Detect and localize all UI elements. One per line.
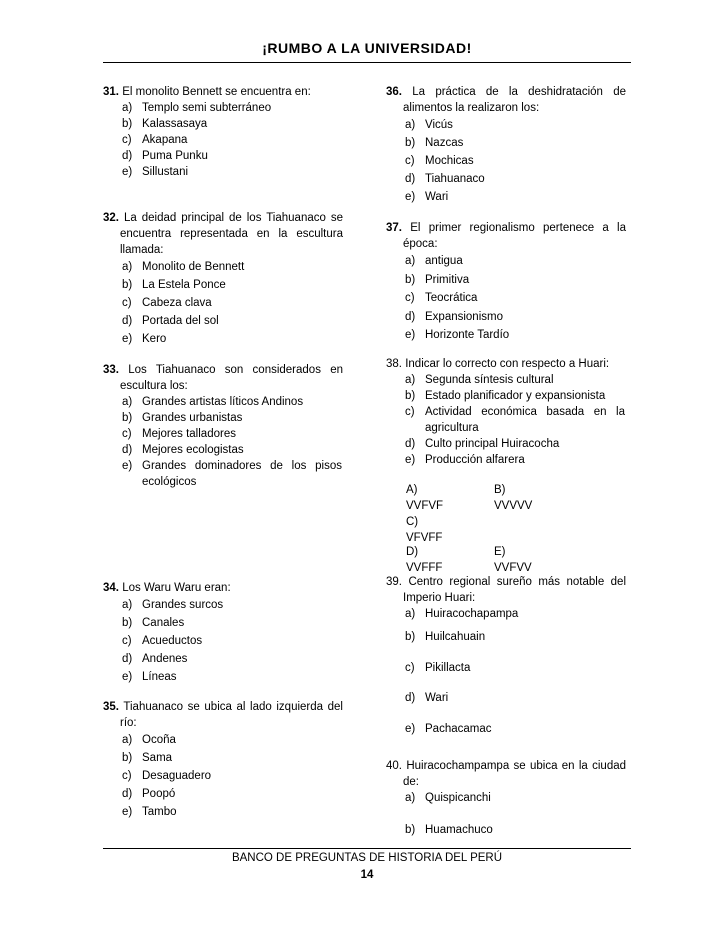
option: a) Grandes surcos bbox=[122, 599, 224, 611]
options-list bbox=[386, 790, 626, 838]
question-number: 34. bbox=[103, 582, 119, 594]
options-list bbox=[103, 731, 343, 821]
question-text: Centro regional sureño más notable del Imperio Huari: bbox=[403, 576, 626, 604]
option: a) Huiracochapampa bbox=[405, 608, 519, 620]
option: b) Estado planificador y expansionista bbox=[405, 390, 606, 402]
option: e) Grandes dominadores de los pisos ecológicos bbox=[122, 460, 342, 488]
option: a) Segunda síntesis cultural bbox=[405, 374, 554, 386]
option: e) Wari bbox=[405, 191, 449, 203]
question-39 bbox=[386, 574, 626, 744]
options-list bbox=[103, 258, 343, 348]
question-40 bbox=[386, 758, 626, 838]
question-33 bbox=[103, 362, 343, 490]
options-list bbox=[386, 252, 626, 345]
option: d) Wari bbox=[405, 692, 449, 704]
question-text: Los Waru Waru eran: bbox=[122, 582, 231, 594]
answer-choice-b: B) VVVVV bbox=[494, 484, 533, 512]
answer-choice-c: C) VFVFF bbox=[406, 516, 443, 544]
option: c) Cabeza clava bbox=[122, 297, 212, 309]
option: e) Pachacamac bbox=[405, 722, 492, 735]
question-text: Indicar lo correcto con respecto a Huari: bbox=[405, 358, 610, 370]
option: c) Teocrática bbox=[405, 292, 478, 304]
option: d) Culto principal Huiracocha bbox=[405, 438, 560, 450]
option: b) Primitiva bbox=[405, 273, 470, 286]
option: d) Expansionismo bbox=[405, 310, 503, 323]
options-list bbox=[103, 100, 343, 180]
option: a) Vicús bbox=[405, 119, 453, 131]
option: a) Grandes artistas líticos Andinos bbox=[122, 396, 304, 408]
option: c) Mejores talladores bbox=[122, 428, 236, 440]
option: a) antigua bbox=[405, 255, 463, 267]
option: d) Portada del sol bbox=[122, 315, 219, 327]
option: b) Grandes urbanistas bbox=[122, 412, 243, 424]
question-number: 37. bbox=[386, 222, 402, 234]
option: b) Huamachuco bbox=[405, 824, 493, 836]
option: d) Tiahuanaco bbox=[405, 173, 485, 185]
question-31 bbox=[103, 84, 343, 180]
option: e) Producción alfarera bbox=[405, 454, 525, 466]
answer-choice-d: D) VVFFF bbox=[406, 546, 443, 574]
question-text: El monolito Bennett se encuentra en: bbox=[122, 86, 311, 98]
options-list bbox=[386, 116, 626, 206]
question-number: 40. bbox=[386, 760, 402, 772]
question-number: 39. bbox=[386, 576, 402, 588]
question-number: 35. bbox=[103, 701, 119, 713]
option: a) Templo semi subterráneo bbox=[122, 102, 272, 114]
question-35 bbox=[103, 699, 343, 821]
page-header-title: ¡RUMBO A LA UNIVERSIDAD! bbox=[262, 40, 472, 56]
option: e) Sillustani bbox=[122, 166, 189, 178]
option: a) Monolito de Bennett bbox=[122, 261, 245, 273]
header-divider bbox=[103, 62, 631, 63]
options-list bbox=[103, 394, 343, 490]
option: c) Akapana bbox=[122, 134, 188, 146]
option: d) Poopó bbox=[122, 788, 176, 800]
option: d) Andenes bbox=[122, 653, 188, 665]
question-text: La práctica de la deshidratación de alimentos la realizaron los: bbox=[403, 86, 626, 114]
options-list bbox=[103, 596, 343, 686]
page-number: 14 bbox=[360, 869, 374, 881]
question-37 bbox=[386, 220, 626, 345]
option: c) Mochicas bbox=[405, 155, 474, 167]
question-number: 38. bbox=[386, 358, 402, 370]
option: c) Pikillacta bbox=[405, 661, 471, 674]
option: e) Tambo bbox=[122, 806, 177, 818]
option: d) Mejores ecologistas bbox=[122, 444, 244, 456]
footer-text: BANCO DE PREGUNTAS DE HISTORIA DEL PERÚ bbox=[231, 852, 503, 864]
question-34 bbox=[103, 580, 343, 686]
option: a) Ocoña bbox=[122, 734, 176, 746]
option: e) Kero bbox=[122, 333, 167, 345]
footer-divider bbox=[103, 848, 631, 849]
option: b) Sama bbox=[122, 752, 173, 764]
question-text: Huiracochampampa se ubica en la ciudad de: bbox=[403, 760, 627, 788]
question-number: 33. bbox=[103, 364, 119, 376]
option: c) Actividad económica basada en la agricultura bbox=[405, 406, 625, 434]
option: b) Kalassasaya bbox=[122, 118, 208, 130]
question-36 bbox=[386, 84, 626, 206]
question-38 bbox=[386, 356, 626, 468]
option: e) Líneas bbox=[122, 671, 177, 683]
question-number: 31. bbox=[103, 86, 119, 98]
question-number: 36. bbox=[386, 86, 402, 98]
option: c) Desaguadero bbox=[122, 770, 212, 782]
question-text: Los Tiahuanaco son considerados en escultura los: bbox=[120, 364, 343, 392]
answer-choice-a: A) VVFVF bbox=[406, 484, 444, 512]
question-text: El primer regionalismo pertenece a la época: bbox=[403, 222, 626, 250]
option: b) Canales bbox=[122, 617, 185, 629]
option: d) Puma Punku bbox=[122, 150, 208, 162]
option: b) Nazcas bbox=[405, 137, 464, 149]
question-text: La deidad principal de los Tiahuanaco se encuentra representada en la escultura llamada: bbox=[120, 212, 343, 256]
option: b) La Estela Ponce bbox=[122, 279, 226, 291]
options-list bbox=[386, 372, 626, 468]
question-32 bbox=[103, 210, 343, 348]
option: e) Horizonte Tardío bbox=[405, 329, 510, 341]
option: a) Quispicanchi bbox=[405, 792, 491, 804]
options-list bbox=[386, 606, 626, 744]
option: b) Huilcahuain bbox=[405, 631, 486, 643]
option: c) Acueductos bbox=[122, 635, 203, 647]
question-text: Tiahuanaco se ubica al lado izquierda del río: bbox=[120, 701, 343, 729]
answer-choice-e: E) VVFVV bbox=[494, 546, 532, 574]
question-number: 32. bbox=[103, 212, 119, 224]
